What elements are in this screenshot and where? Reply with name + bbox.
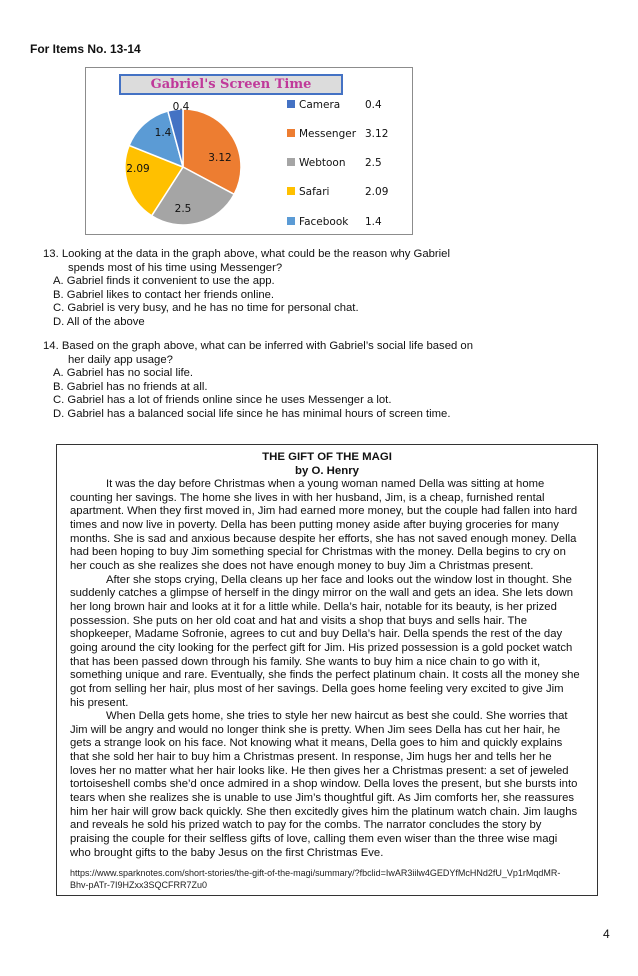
- story-line: suddenly catches a glimpse of herself in the dingy mirror on the wall and gets an idea. She lets down: [70, 587, 573, 600]
- legend-value-safari: 2.09: [365, 186, 389, 198]
- legend-label-facebook: Facebook: [299, 216, 349, 228]
- source-line: Bhv-pATr-7I9HZxx3SQCFRR7Zu0: [70, 879, 208, 890]
- story-line: When Della gets home, she tries to style her new haircut as best she could. She worries that: [106, 710, 568, 723]
- question-13-option-a: A. Gabriel finds it convenient to use the app.: [53, 275, 275, 288]
- question-13-stem: 13. Looking at the data in the graph above, what could be the reason why Gabriel: [43, 248, 450, 260]
- story-line: praising the couple for their selfless gifts of love, calling them even wiser than the three wise magi: [70, 833, 558, 846]
- legend-swatch-messenger: [287, 129, 295, 137]
- story-line: had been hoping to buy Jim something special for Christmas with the money. Della begins to cry on: [70, 546, 566, 559]
- story-line: something unique and rare. Eventually, she finds the perfect platinum chain. It costs all the money she: [70, 669, 580, 682]
- legend-label-safari: Safari: [299, 186, 330, 198]
- question-14-option-d: D. Gabriel has a balanced social life since he has minimal hours of screen time.: [53, 407, 451, 420]
- legend-label-messenger: Messenger: [299, 128, 357, 140]
- story-line: that she sold her hair to buy him a Christmas present. In response, Jim hugs her and tells her he: [70, 751, 552, 764]
- story-line: Jim will be angry and would no longer think she is pretty. When Jim sees Della has cut her hair, he: [70, 723, 561, 736]
- legend-label-camera: Camera: [299, 99, 341, 111]
- legend-swatch-camera: [287, 100, 295, 108]
- slice-label-webtoon: 2.5: [174, 203, 192, 215]
- source-line: https://www.sparknotes.com/short-stories/the-gift-of-the-magi/summary/?fbclid=IwAR3iilw4GEDYfMcHNd2fU_Vp1rMqdMR-: [70, 868, 561, 878]
- story-line: her long brown hair and looks at it for a little while. Della’s hair, notable for its beauty, is her prized: [70, 600, 557, 613]
- question-14-stem-cont: her daily app usage?: [68, 353, 173, 366]
- pie-chart-svg: [86, 68, 412, 234]
- story-line: that has been passed down through his family. She wants to buy him a nice chain to go with it,: [70, 655, 541, 668]
- legend-label-webtoon: Webtoon: [299, 157, 346, 169]
- legend-swatch-facebook: [287, 217, 295, 225]
- slice-label-safari: 2.09: [126, 163, 150, 175]
- source-link: [70, 868, 560, 891]
- story-line: going around the city looking for the perfect gift for Jim. His prized possession is a gold pocket watch: [70, 641, 573, 654]
- question-14-option-a: A. Gabriel has no social life.: [53, 367, 194, 380]
- page-number: 4: [603, 927, 610, 941]
- legend-swatch-safari: [287, 187, 295, 195]
- legend-value-messenger: 3.12: [365, 128, 389, 140]
- legend-value-webtoon: 2.5: [365, 157, 382, 169]
- question-14-option-c: C. Gabriel has a lot of friends online since he uses Messenger a lot.: [53, 394, 392, 407]
- question-14: [43, 340, 473, 422]
- slice-label-facebook: 1.4: [154, 127, 172, 139]
- question-13-option-d: D. All of the above: [53, 315, 145, 328]
- question-13: [43, 248, 450, 330]
- story-title: THE GIFT OF THE MAGI: [262, 451, 392, 463]
- story-line: his present.: [70, 696, 129, 709]
- question-13-stem-cont: spends most of his time using Messenger?: [68, 261, 283, 274]
- story-line: possession. She puts on her old coat and hat and visits a shop that buys and sells hair. The: [70, 614, 527, 627]
- story-line: tears when she realizes she is unable to use Jim’s thoughtful gift. As Jim comforts her, she reassures: [70, 792, 575, 805]
- story-line: tortoiseshell combs she’d once admired in a shop window. Della loves the present, but she bursts into: [70, 778, 578, 791]
- slice-label-camera: 0.4: [172, 101, 190, 113]
- story-line: who brought gifts to the baby Jesus on the first Christmas Eve.: [70, 846, 384, 859]
- story-line: apartment. When they first moved in, Jim had earned more money, but the couple had fallen into hard: [70, 505, 578, 518]
- question-14-option-b: B. Gabriel has no friends at all.: [53, 380, 208, 393]
- story-line: times and now live in poverty. Della has been putting money aside after buying groceries for many: [70, 518, 559, 531]
- question-14-stem: 14. Based on the graph above, what can be inferred with Gabriel’s social life based on: [43, 340, 473, 352]
- story-author: by O. Henry: [295, 465, 359, 477]
- story-line: got from selling her hair, plus most of her savings. Della goes home feeling very excited to give Jim: [70, 682, 564, 695]
- question-13-option-b: B. Gabriel likes to contact her friends online.: [53, 288, 275, 301]
- legend-value-facebook: 1.4: [365, 216, 382, 228]
- slice-label-messenger: 3.12: [208, 152, 232, 164]
- story-box: [56, 444, 598, 896]
- story-line: shopkeeper, Madame Sofronie, agrees to cut and buy Della’s hair. Della spends the rest of the day: [70, 628, 563, 641]
- question-13-option-c: C. Gabriel is very busy, and he has no time for personal chat.: [53, 302, 359, 315]
- story-line: It was the day before Christmas when a young woman named Della was sitting at home: [106, 478, 545, 490]
- legend-value-camera: 0.4: [365, 99, 382, 111]
- story-line: her couch as she realizes she does not have enough money to buy Jim a Christmas present.: [70, 559, 534, 572]
- legend-swatch-webtoon: [287, 158, 295, 166]
- story-line: loves her no matter what her hair looks like. He then gives her a Christmas present: a set of jeweled: [70, 764, 569, 777]
- items-header: For Items No. 13-14: [30, 42, 141, 56]
- story-line: months. She is sad and anxious because despite her efforts, she has not saved enough money. Della: [70, 532, 577, 545]
- chart-title: Gabriel's Screen Time: [119, 74, 343, 95]
- story-line: and reveals he sold his prized watch to pay for the combs. The narrator concludes the story by: [70, 819, 542, 832]
- story-line: After she stops crying, Della cleans up her face and looks out the window lost in thought. She: [106, 573, 572, 586]
- pie-chart: [85, 67, 413, 235]
- story-line: him her hair will grow back quickly. She then excitedly gives him the platinum watch chain. Jim laughs: [70, 805, 578, 818]
- story-line: counting her savings. The home she lives in with her husband, Jim, is a cheap, furnished rental: [70, 491, 545, 504]
- story-body: [70, 478, 592, 860]
- story-line: gets a strange look on his face. Not knowing what it means, Della goes to him and quickly explains: [70, 737, 563, 750]
